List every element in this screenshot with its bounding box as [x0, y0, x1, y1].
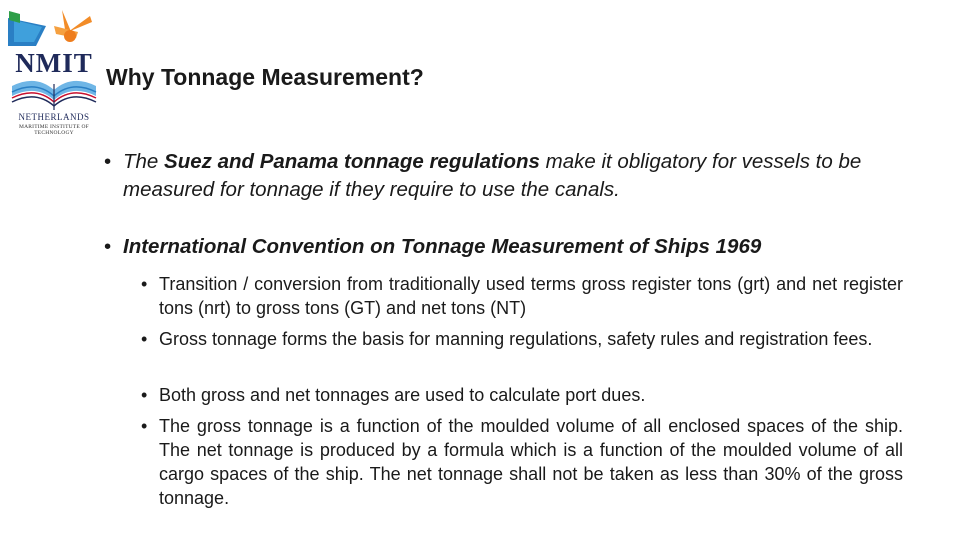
sub-bullet-text: Transition / conversion from traditionally used terms gross register tons (grt) and net register tons (nrt) to gross tons (GT) and net tons (NT) [159, 274, 903, 318]
bullet-marker: • [104, 235, 112, 258]
nmit-logo [6, 6, 102, 136]
bullet-marker: • [141, 274, 148, 294]
bullet-suffix: make it obligatory for vessels to be measured for tonnage if they require to use the canals. [123, 150, 862, 201]
bullet-convention [104, 233, 913, 261]
bullet-emphasis: International Convention on Tonnage Measurement of Ships 1969 [123, 235, 762, 258]
bullet-marker: • [141, 385, 148, 405]
bullet-marker: • [141, 329, 148, 349]
sub-bullet-definition [141, 414, 903, 510]
bullet-emphasis: Suez and Panama tonnage regulations [164, 150, 540, 173]
logo-wordmark: NMIT [15, 48, 93, 78]
logo-country: NETHERLANDS [18, 112, 90, 122]
bullet-suez-panama [104, 148, 913, 204]
bullet-marker: • [141, 416, 148, 436]
slide-title: Why Tonnage Measurement? [106, 64, 424, 90]
bullet-marker: • [104, 150, 112, 173]
sub-bullet-port-dues [141, 383, 903, 407]
logo-tagline: MARITIME INSTITUTE OF TECHNOLOGY [19, 124, 89, 136]
sub-bullet-conversion [141, 272, 903, 320]
sub-bullet-text: Gross tonnage forms the basis for manning regulations, safety rules and registration fees. [159, 329, 873, 349]
sub-bullet-text: The gross tonnage is a function of the moulded volume of all enclosed spaces of the ship. The net tonnage is produced by a formula which is a function of the moulded volume of all cargo spaces of the ship. The net tonnage shall not be taken as less than 30% of the gross tonnage. [159, 416, 903, 508]
bullet-prefix: The [123, 150, 165, 173]
sub-bullet-gross-tonnage-basis [141, 327, 903, 351]
sub-bullet-text: Both gross and net tonnages are used to calculate port dues. [159, 385, 646, 405]
